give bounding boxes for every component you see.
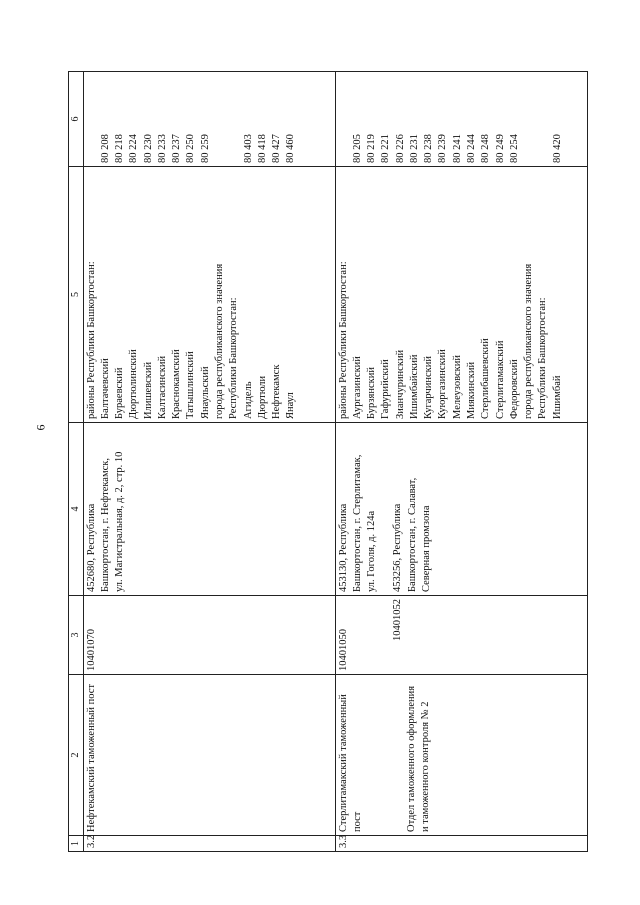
territory-name: районы Республики Башкортостан: — [85, 261, 97, 419]
okato-code: 80 218 — [114, 134, 126, 163]
territory-name: Гафурийский — [380, 359, 392, 419]
post-code: 10401070 — [83, 596, 335, 675]
territory-name: города республиканского значения — [213, 263, 225, 419]
territory-name: города республиканского значения — [523, 263, 535, 419]
territory-name: Дюртюли — [256, 375, 268, 419]
header-col-4: 4 — [69, 423, 84, 596]
sub-department-code: 10401052 — [391, 599, 403, 641]
territory-name: Ишимбайский — [408, 354, 420, 419]
post-name: Стерлитамакский таможенный пост — [337, 694, 363, 832]
sub-address-line: Северная промзона — [420, 505, 432, 592]
post-name: Нефтекамский таможенный пост — [83, 675, 335, 836]
table-row — [83, 72, 335, 852]
okato-code: 80 239 — [437, 134, 449, 163]
okato-code: 80 244 — [466, 134, 478, 163]
territory-name: Татышлинский — [185, 351, 197, 419]
territory-name: Калтасинский — [156, 355, 168, 419]
okato-code: 80 238 — [423, 134, 435, 163]
okato-code: 80 219 — [366, 134, 378, 163]
territory-name: Миякинский — [465, 361, 477, 419]
okato-code: 80 224 — [128, 134, 140, 163]
page-number: 6 — [33, 424, 48, 431]
header-col-3: 3 — [69, 596, 84, 675]
territory-name: Дюртюлинский — [128, 349, 140, 419]
okato-code: 80 208 — [99, 134, 111, 163]
row-number: 3.3 — [335, 836, 587, 852]
address-line: Башкортостан, г. Стерлитамак, — [351, 454, 363, 592]
sub-department-name: Отдел таможенного оформления и таможенного контроля № 2 — [406, 685, 432, 832]
address-line: Башкортостан, г. Нефтекамск, — [99, 457, 111, 592]
okato-code: 80 427 — [271, 134, 283, 163]
table-row — [335, 72, 587, 852]
okato-code: 80 226 — [394, 134, 406, 163]
territory-name: Нефтекамск — [271, 364, 283, 419]
header-col-5: 5 — [69, 167, 84, 423]
post-code-cell — [335, 596, 587, 675]
sub-address-line: 453256, Республика — [392, 503, 404, 592]
header-col-1: 1 — [69, 836, 84, 852]
territory-name: Федоровский — [508, 359, 520, 419]
address-line: 452680, Республика — [85, 503, 97, 592]
okato-code: 80 205 — [351, 134, 363, 163]
okato-code: 80 221 — [380, 134, 392, 163]
address-line: 453130, Республика — [337, 503, 349, 592]
territory-name: Янаульский — [199, 366, 211, 419]
post-address — [83, 423, 335, 596]
okato-code: 80 237 — [171, 134, 183, 163]
territory-name: Балтачевский — [99, 358, 111, 419]
address-line: ул. Магистральная, д. 2, стр. 10 — [114, 451, 126, 592]
territory-name: Ишимбай — [551, 375, 563, 419]
post-address — [335, 423, 587, 596]
territory-list — [335, 167, 587, 423]
okato-code: 80 241 — [451, 134, 463, 163]
territory-name: Аургазинский — [351, 356, 363, 419]
header-row — [69, 72, 84, 852]
post-name-cell — [335, 675, 587, 836]
territory-name: Куюргазинский — [437, 349, 449, 419]
okato-code: 80 233 — [156, 134, 168, 163]
territory-name: Агидель — [242, 381, 254, 419]
okato-code: 80 248 — [480, 134, 492, 163]
post-code: 10401050 — [337, 629, 349, 671]
territory-name: Краснокамский — [171, 349, 183, 419]
okato-code: 80 230 — [142, 134, 154, 163]
okato-code: 80 249 — [494, 134, 506, 163]
okato-list — [83, 72, 335, 167]
header-col-2: 2 — [69, 675, 84, 836]
customs-table — [68, 71, 588, 852]
okato-list — [335, 72, 587, 167]
territory-list — [83, 167, 335, 423]
header-col-6: 6 — [69, 72, 84, 167]
okato-code: 80 403 — [242, 134, 254, 163]
territory-name: Бураевский — [114, 367, 126, 419]
okato-code: 80 250 — [185, 134, 197, 163]
territory-name: Мелеузовский — [451, 355, 463, 419]
okato-code: 80 460 — [285, 134, 297, 163]
territory-name: Республики Башкортостан: — [228, 297, 240, 419]
territory-name: Илишевский — [142, 361, 154, 419]
okato-code: 80 420 — [551, 134, 563, 163]
territory-name: Республики Башкортостан: — [537, 297, 549, 419]
territory-name: Бурзянский — [366, 367, 378, 419]
territory-name: районы Республики Башкортостан: — [337, 261, 349, 419]
territory-name: Стерлитамакский — [494, 340, 506, 419]
territory-name: Янаул — [285, 392, 297, 419]
territory-name: Стерлибашевский — [480, 338, 492, 419]
sub-address-line: Башкортостан, г. Салават, — [406, 477, 418, 592]
okato-code: 80 259 — [199, 134, 211, 163]
rotated-table-container — [68, 72, 588, 852]
okato-code: 80 254 — [508, 134, 520, 163]
row-number: 3.2 — [83, 836, 335, 852]
territory-name: Зианчуринский — [394, 349, 406, 419]
okato-code: 80 231 — [408, 134, 420, 163]
address-line: ул. Гоголя, д. 124а — [366, 510, 378, 592]
territory-name: Кугарчинский — [423, 356, 435, 419]
okato-code: 80 418 — [256, 134, 268, 163]
